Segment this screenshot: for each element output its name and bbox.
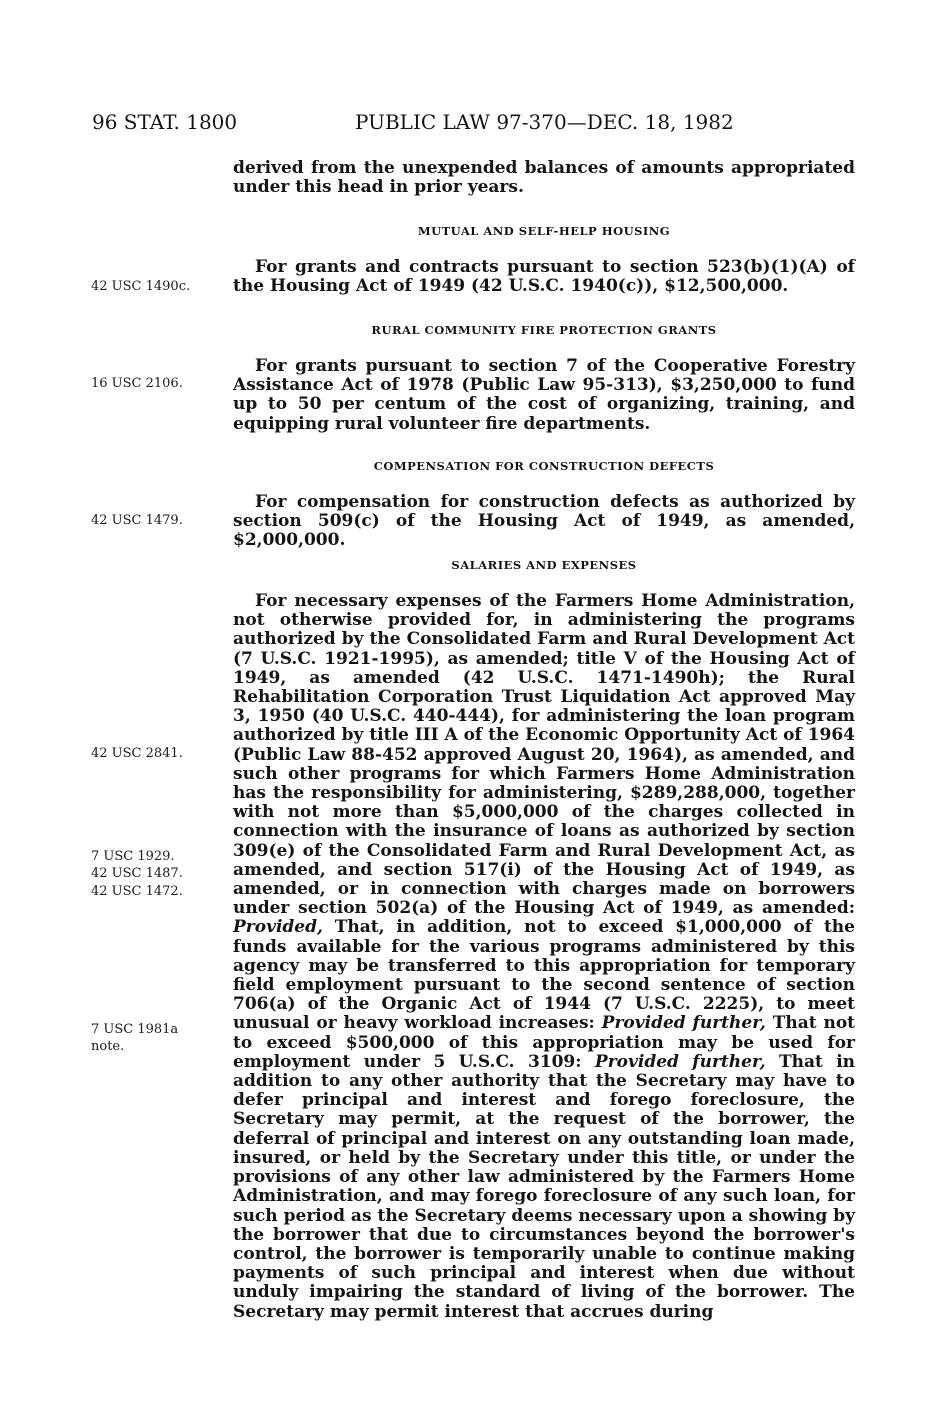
law-title: PUBLIC LAW 97-370—DEC. 18, 1982 — [355, 110, 734, 134]
heading-mutual-self-help-housing: MUTUAL AND SELF-HELP HOUSING — [417, 224, 671, 238]
margin-note: 7 USC 1981a — [91, 1022, 179, 1037]
paragraph-construction-defects: For compensation for construction defects as authorized by section 509(c) of the Housing Act of 1949, as amended, $2,000,000. — [233, 492, 855, 551]
margin-note: 42 USC 1479. — [91, 513, 183, 528]
margin-note: 7 USC 1929. — [91, 849, 175, 864]
margin-note: 42 USC 1472. — [91, 884, 183, 899]
margin-note: 16 USC 2106. — [91, 376, 183, 391]
margin-note: note. — [91, 1039, 125, 1054]
intro-paragraph-block — [233, 159, 855, 197]
salaries-text-c: That not to exceed $500,000 of this appropriation may be used for employment under 5 U.S.C. 3109: — [233, 1013, 856, 1072]
heading-construction-defects: COMPENSATION FOR CONSTRUCTION DEFECTS — [373, 459, 715, 473]
proviso-1: Provided, — [233, 917, 323, 938]
paragraph-rural-fire-protection-grants: For grants pursuant to section 7 of the Cooperative Forestry Assistance Act of 1978 (Public Law 95-313), $3,250,000 to fund up to 50 per centum of the cost of organizing, training, and equipping rural volunteer fire departments. — [233, 356, 855, 434]
section-rural-fire-protection-grants — [233, 357, 855, 434]
proviso-2: Provided further, — [601, 1013, 766, 1034]
section-salaries-expenses — [233, 592, 855, 1322]
margin-note: 42 USC 2841. — [91, 746, 183, 761]
salaries-text-b: That, in addition, not to exceed $1,000,000 of the funds available for the various programs administered by this agency may be transferred to this appropriation for temporary field employment pursuant to the second sentence of section 706(a) of the Organic Act of 1944 (7 U.S.C. 2225), to meet unusual or heavy workload increases: — [233, 917, 855, 1034]
intro-paragraph: derived from the unexpended balances of amounts appropriated under this head in prior years. — [233, 158, 855, 198]
paragraph-salaries-expenses — [233, 592, 855, 1322]
margin-note: 42 USC 1487. — [91, 866, 183, 881]
page-header — [92, 110, 852, 142]
salaries-text-d: That in addition to any other authority that the Secretary may have to defer principal and interest and forego foreclosure, the Secretary may permit, at the request of the borrower, the deferral of principal and interest on any outstanding loan made, insured, or held by the Secretary under this title, or under the provisions of any other law administered by the Farmers Home Administration, and may forego foreclosure of any such loan, for such period as the Secretary deems necessary upon a showing by the borrower that due to circumstances beyond the borrower's control, the borrower is temporarily unable to continue making payments of such principal and interest when due without unduly impairing the standard of living of the borrower. The Secretary may permit interest that accrues during — [233, 1051, 856, 1322]
heading-rural-fire-protection-grants: RURAL COMMUNITY FIRE PROTECTION GRANTS — [371, 323, 717, 337]
section-construction-defects — [233, 493, 855, 551]
margin-note: 42 USC 1490c. — [91, 279, 191, 294]
heading-salaries-expenses: SALARIES AND EXPENSES — [451, 558, 637, 572]
paragraph-mutual-self-help-housing: For grants and contracts pursuant to section 523(b)(1)(A) of the Housing Act of 1949 (42 U.S.C. 1940(c)), $12,500,000. — [233, 257, 855, 297]
stat-page-number: 96 STAT. 1800 — [92, 110, 238, 134]
proviso-3: Provided further, — [594, 1051, 766, 1072]
section-mutual-self-help-housing — [233, 258, 855, 296]
salaries-text-a: For necessary expenses of the Farmers Home Administration, not otherwise provided for, in administering the programs authorized by the Consolidated Farm and Rural Development Act (7 U.S.C. 1921-1995), as amended; title V of the Housing Act of 1949, as amended (42 U.S.C. 1471-1490h); the Rural Rehabilitation Corporation Trust Liquidation Act approved May 3, 1950 (40 U.S.C. 440-444), for administering the loan program authorized by title III A of the Economic Opportunity Act of 1964 (Public Law 88-452 approved August 20, 1964), as amended, and such other programs for which Farmers Home Administration has the responsibility for administering, $289,288,000, together with not more than $5,000,000 of the charges collected in connection with the insurance of loans as authorized by section 309(e) of the Consolidated Farm and Rural Development Act, as amended, and section 517(i) of the Housing Act of 1949, as amended, or in connection with charges made on borrowers under section 502(a) of the Housing Act of 1949, as amended: — [233, 591, 855, 919]
